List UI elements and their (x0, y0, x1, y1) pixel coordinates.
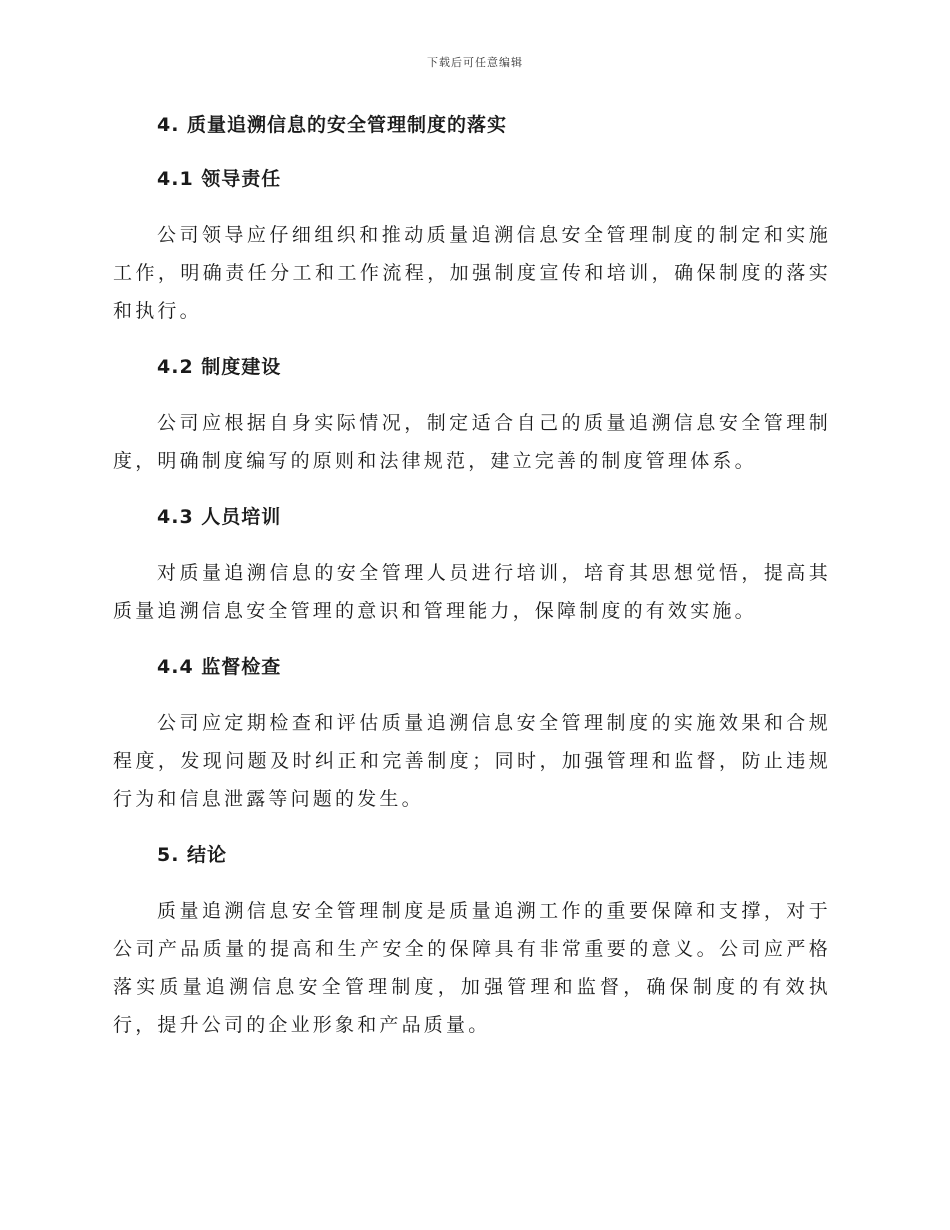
paragraph-4-3: 对质量追溯信息的安全管理人员进行培训，培育其思想觉悟，提高其质量追溯信息安全管理的意识和管理能力，保障制度的有效实施。 (113, 562, 831, 622)
section-heading-4-4: 4.4 监督检查 (157, 656, 282, 678)
paragraph-4-1: 公司领导应仔细组织和推动质量追溯信息安全管理制度的制定和实施工作，明确责任分工和工作流程，加强制度宣传和培训，确保制度的落实和执行。 (113, 224, 831, 322)
section-heading-5: 5. 结论 (157, 844, 228, 866)
section-heading-4-2: 4.2 制度建设 (157, 356, 282, 378)
document-body (113, 110, 831, 1064)
section-heading-4-3: 4.3 人员培训 (157, 506, 282, 528)
section-heading-4: 4. 质量追溯信息的安全管理制度的落实 (157, 114, 508, 136)
paragraph-4-4: 公司应定期检查和评估质量追溯信息安全管理制度的实施效果和合规程度，发现问题及时纠正和完善制度；同时，加强管理和监督，防止违规行为和信息泄露等问题的发生。 (113, 712, 831, 810)
paragraph-4-2: 公司应根据自身实际情况，制定适合自己的质量追溯信息安全管理制度，明确制度编写的原则和法律规范，建立完善的制度管理体系。 (113, 412, 831, 472)
page-header: 下载后可任意编辑 (427, 56, 523, 69)
section-heading-4-1: 4.1 领导责任 (157, 168, 282, 190)
paragraph-5: 质量追溯信息安全管理制度是质量追溯工作的重要保障和支撑，对于公司产品质量的提高和生产安全的保障具有非常重要的意义。公司应严格落实质量追溯信息安全管理制度，加强管理和监督，确保制度的有效执行，提升公司的企业形象和产品质量。 (113, 900, 831, 1036)
